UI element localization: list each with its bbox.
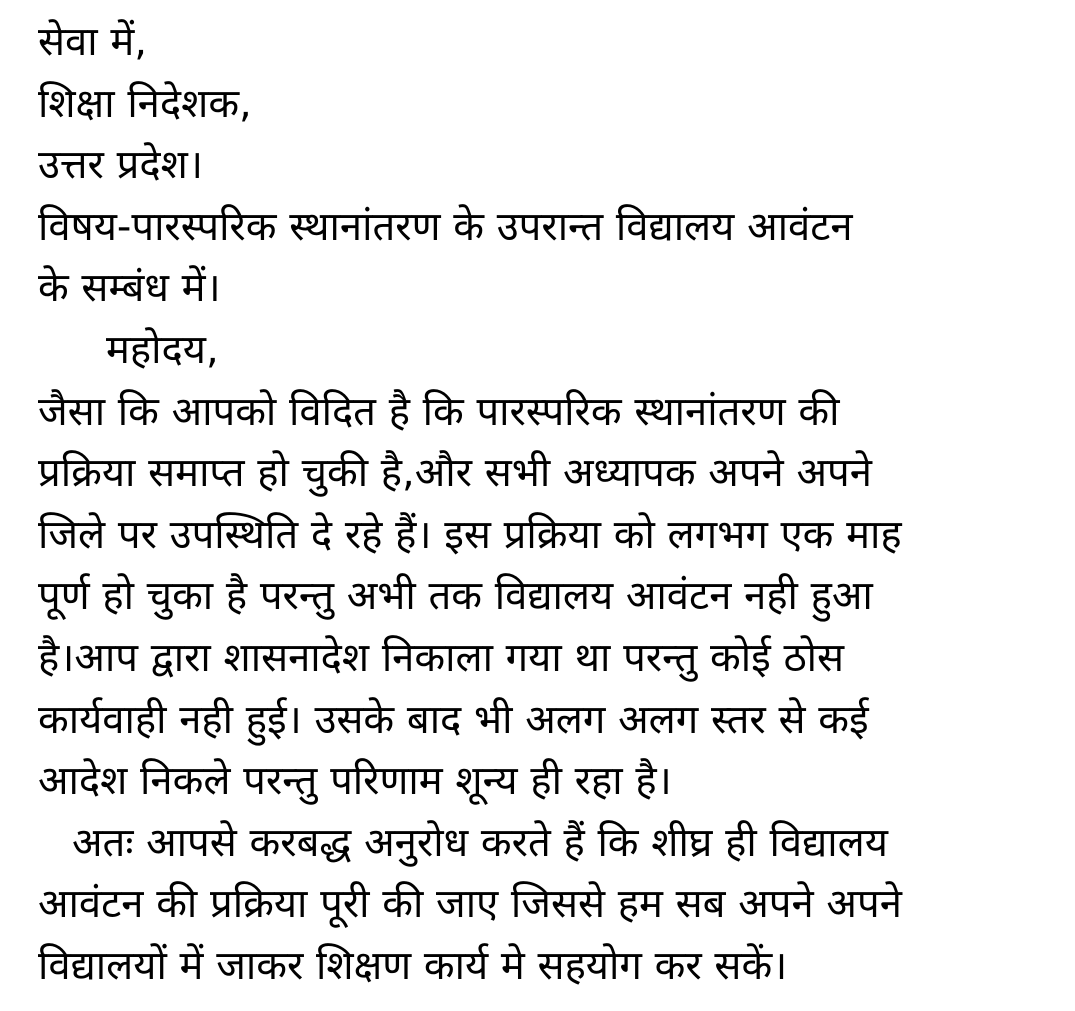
letter-document bbox=[38, 12, 1058, 998]
subject-line: विषय-पारस्परिक स्थानांतरण के उपरान्त विद्यालय आवंटन bbox=[38, 203, 853, 250]
paragraph-line: पूर्ण हो चुका है परन्तु अभी तक विद्यालय आवंटन नही हुआ bbox=[38, 573, 873, 620]
paragraph-line: अतः आपसे करबद्ध अनुरोध करते हैं कि शीघ्र ही विद्यालय bbox=[72, 819, 888, 866]
address-line-designation: शिक्षा निदेशक, bbox=[38, 80, 252, 127]
paragraph-line: जिले पर उपस्थिति दे रहे हैं। इस प्रक्रिया को लगभग एक माह bbox=[38, 511, 902, 558]
body-paragraph-2 bbox=[38, 813, 1058, 998]
salutation: महोदय, bbox=[106, 326, 219, 373]
recipient-address bbox=[38, 12, 1058, 197]
body-paragraph-1 bbox=[38, 382, 1058, 813]
address-line-state: उत्तर प्रदेश। bbox=[38, 142, 203, 189]
subject-line: के सम्बंध में। bbox=[38, 265, 221, 312]
paragraph-line: है।आप द्वारा शासनादेश निकाला गया था परन्तु कोई ठोस bbox=[38, 634, 845, 681]
paragraph-line: आदेश निकले परन्तु परिणाम शून्य ही रहा है। bbox=[38, 758, 672, 805]
paragraph-line: प्रक्रिया समाप्त हो चुकी है,और सभी अध्यापक अपने अपने bbox=[38, 450, 872, 497]
paragraph-line: जैसा कि आपको विदित है कि पारस्परिक स्थानांतरण की bbox=[38, 388, 840, 435]
subject-block bbox=[38, 197, 1058, 320]
paragraph-line: आवंटन की प्रक्रिया पूरी की जाए जिससे हम सब अपने अपने bbox=[38, 881, 902, 928]
address-line-to: सेवा में, bbox=[38, 19, 147, 65]
paragraph-line: विद्यालयों में जाकर शिक्षण कार्य मे सहयोग कर सकें। bbox=[38, 942, 788, 989]
paragraph-line: कार्यवाही नही हुई। उसके बाद भी अलग अलग स्तर से कई bbox=[38, 696, 869, 743]
